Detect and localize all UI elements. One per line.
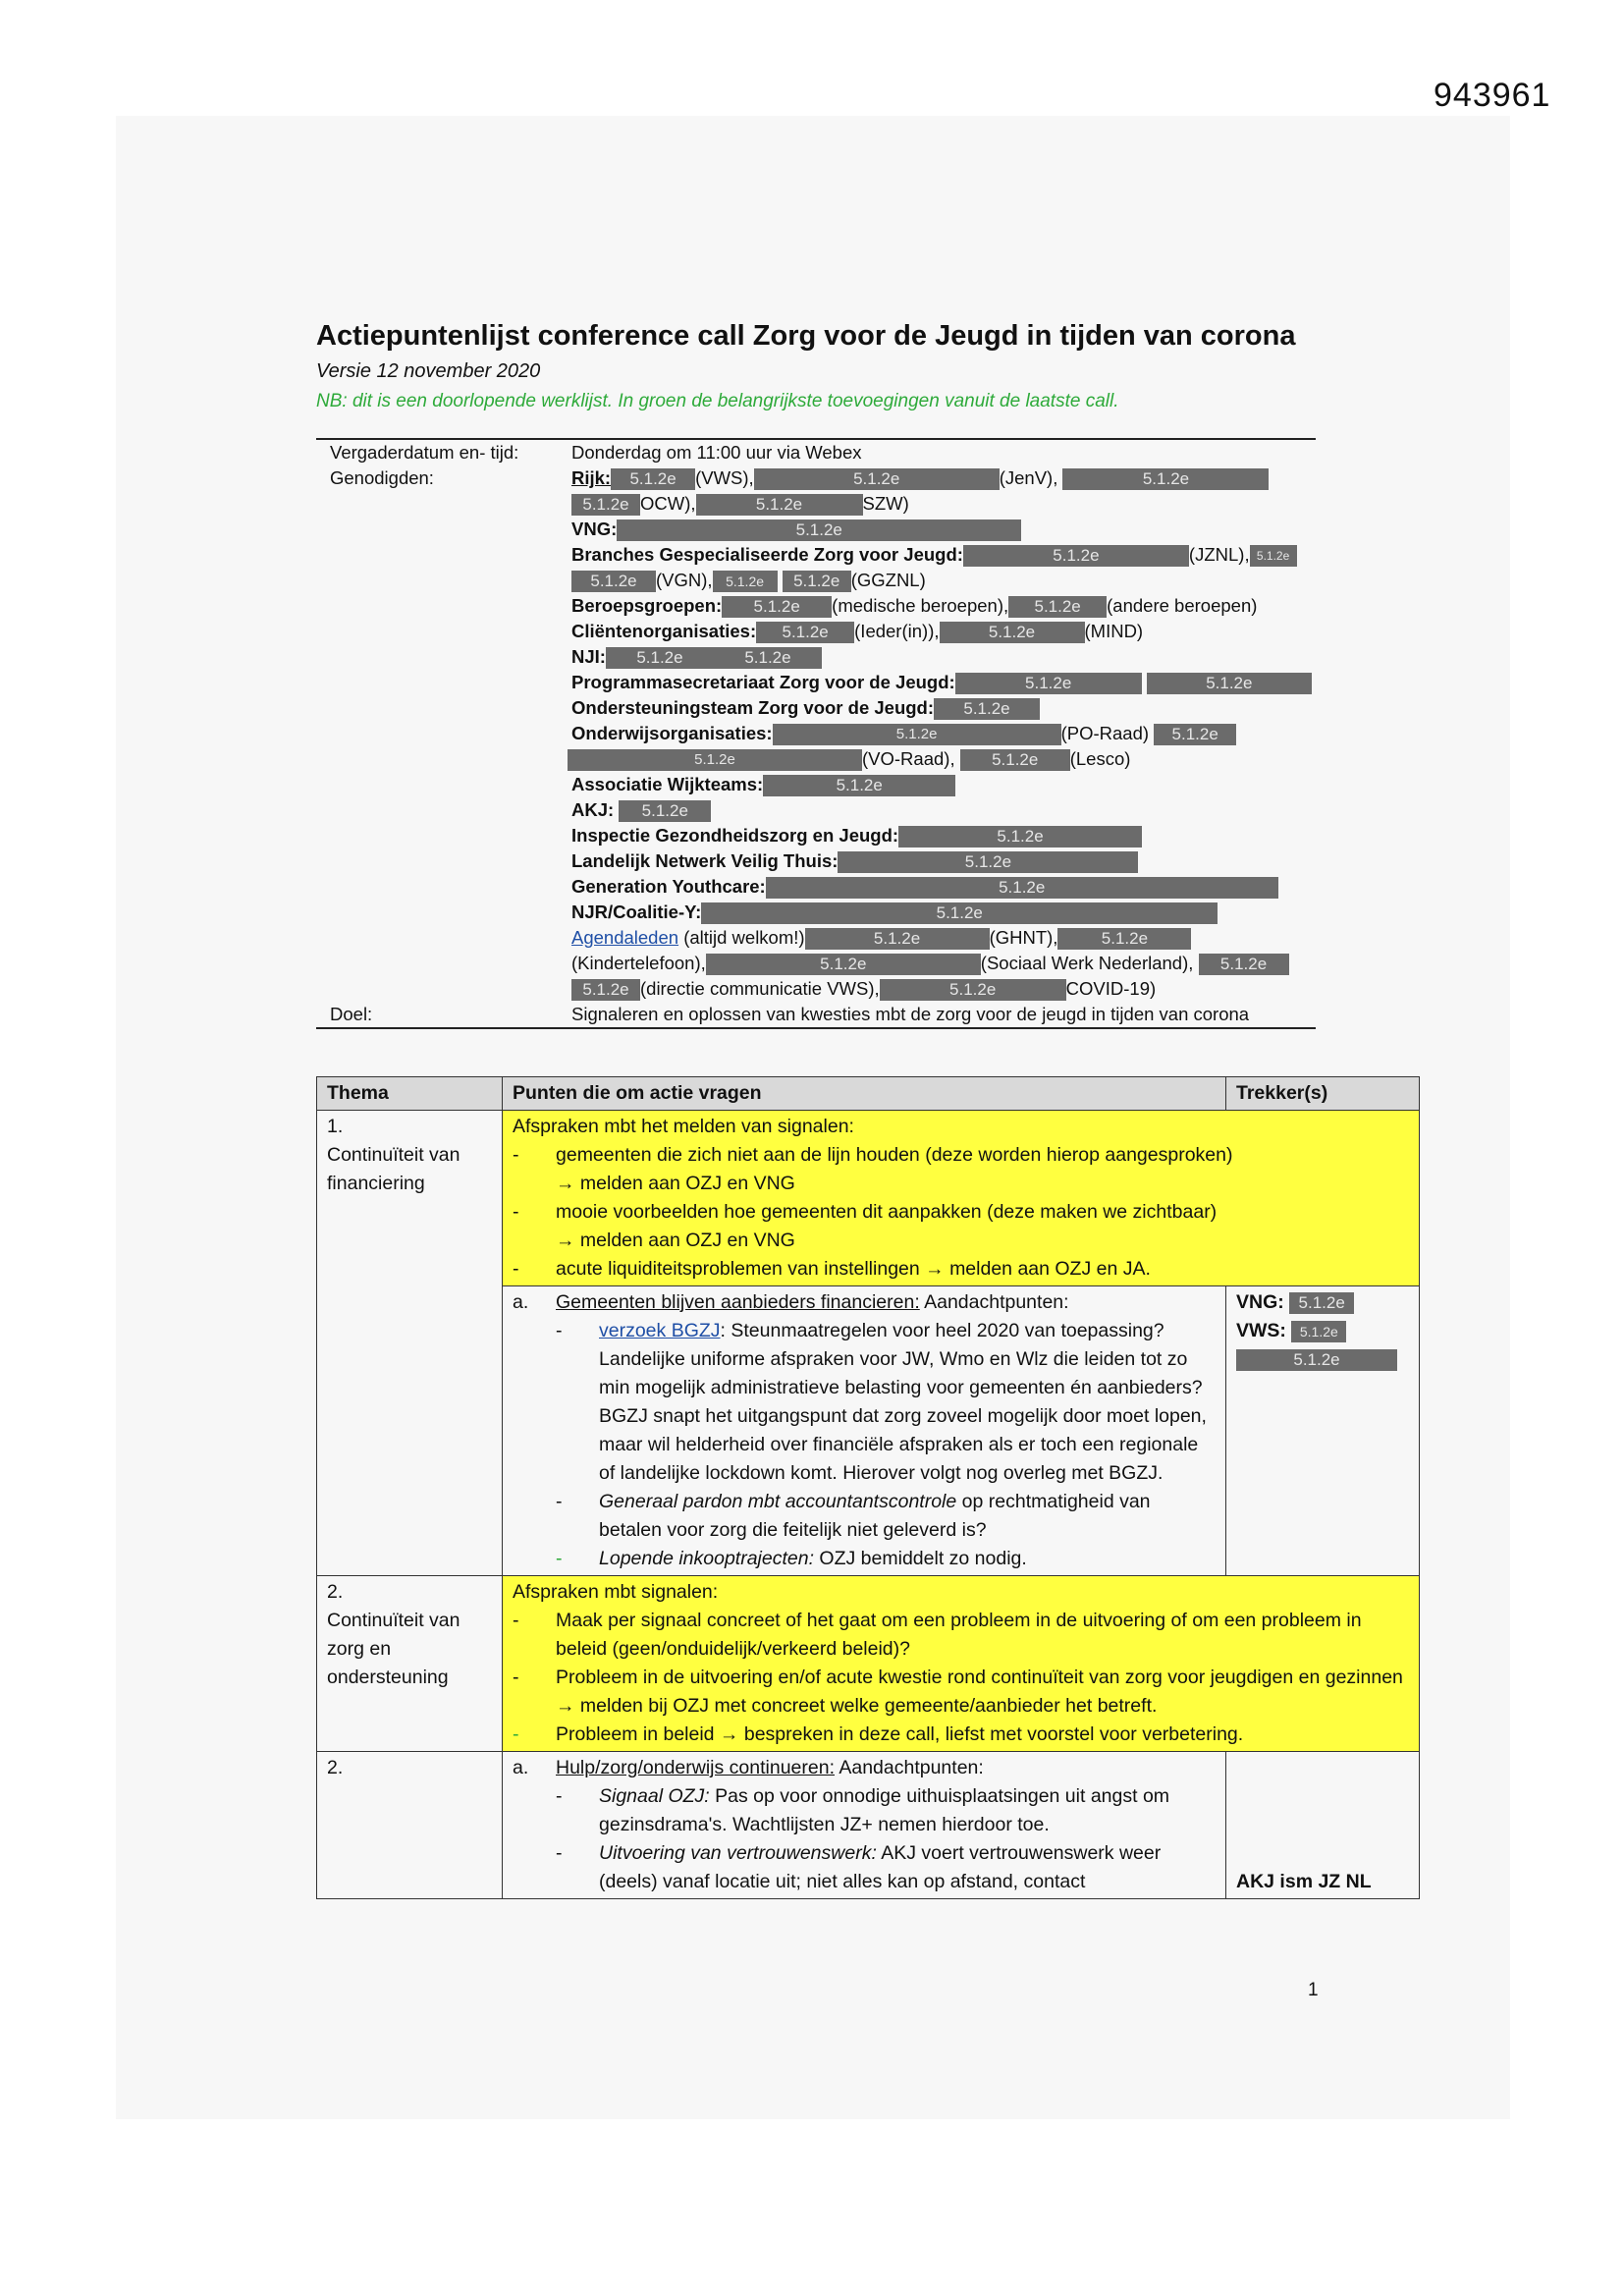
invitees-label: Genodigden: xyxy=(330,467,434,488)
org-directie: (directie communicatie VWS), xyxy=(640,978,880,999)
redaction-box: 5.1.2e xyxy=(714,647,822,669)
redaction-box: 5.1.2e xyxy=(1057,928,1191,950)
redaction-box: 5.1.2e xyxy=(1147,673,1312,694)
verzoek-bgzj-link[interactable]: verzoek BGZJ xyxy=(599,1320,721,1341)
list-item: - Probleem in beleid → bespreken in deze call, liefst met voorstel voor verbetering. xyxy=(513,1723,1244,1745)
redaction-box: 5.1.2e xyxy=(617,519,1021,541)
redaction-box: 5.1.2e xyxy=(701,902,1218,924)
document-id: 943961 xyxy=(1434,77,1551,114)
list-item-action: → melden aan OZJ en VNG xyxy=(556,1173,795,1194)
goal-value: Signaleren en oplossen van kwesties mbt de zorg voor de jeugd in tijden van corona xyxy=(571,1004,1250,1024)
org-kindertelefoon: (Kindertelefoon), xyxy=(571,953,706,973)
list-item: - gemeenten die zich niet aan de lijn houden (deze worden hierop aangesproken) xyxy=(513,1144,1233,1166)
redaction-box: 5.1.2e xyxy=(606,647,714,669)
org-ggznl: (GGZNL) xyxy=(850,570,926,590)
org-nji: NJI: xyxy=(571,646,606,667)
redaction-box: 5.1.2e xyxy=(706,954,981,975)
points-cell: a. Hulp/zorg/onderwijs continueren: Aandachtpunten: - Signaal OZJ: Pas op voor onnodige uithuisplaatsingen uit angst om gezinsdrama's. Wachtlijsten JZ+ nemen hierdoor toe. - Uitvoering van vertrouwenswerk: AKJ voert vertrouwenswerk weer (deels) vanaf locatie uit; niet alles kan op afstand, contact xyxy=(503,1752,1226,1899)
list-item: - verzoek BGZJ: Steunmaatregelen voor heel 2020 van toepassing? Landelijke uniforme afspraken voor JW, Wmo en Wlz die leiden tot zo min mogelijk administratieve belasting voor gemeenten én aanbieders? BGZJ snapt het uitgangspunt dat zorg zoveel mogelijk door moet lopen, maar wil helderheid over financiële afspraken als er toch een regionale of landelijke lockdown komt. Hierover volgt nog overleg met BGZJ. xyxy=(556,1320,1207,1484)
org-mind: (MIND) xyxy=(1084,621,1144,641)
redaction-box: 5.1.2e xyxy=(1199,954,1289,975)
redaction-box: 5.1.2e xyxy=(1008,596,1107,618)
redaction-box: 5.1.2e xyxy=(571,979,640,1001)
org-sociaal: (Sociaal Werk Nederland), xyxy=(980,953,1194,973)
redaction-box: 5.1.2e xyxy=(1291,1321,1346,1342)
redaction-box: 5.1.2e xyxy=(696,494,863,516)
redaction-box: 5.1.2e xyxy=(763,775,955,796)
trekker-akj: AKJ ism JZ NL xyxy=(1236,1871,1372,1892)
redaction-box: 5.1.2e xyxy=(619,800,711,822)
goal-label: Doel: xyxy=(330,1004,373,1024)
redaction-box: 5.1.2e xyxy=(571,494,640,516)
list-item: - Lopende inkooptrajecten: OZJ bemiddelt zo nodig. xyxy=(556,1548,1027,1569)
redaction-box: 5.1.2e xyxy=(898,826,1142,847)
org-jznl: (JZNL), xyxy=(1188,544,1250,565)
list-item: - Uitvoering van vertrouwenswerk: AKJ voert vertrouwenswerk weer (deels) vanaf locatie uit; niet alles kan op afstand, contact xyxy=(556,1842,1162,1892)
trekker-cell xyxy=(1226,1286,1420,1576)
org-ondersteuning: Ondersteuningsteam Zorg voor de Jeugd: xyxy=(571,697,935,718)
redaction-box: 5.1.2e xyxy=(805,928,990,950)
table-row xyxy=(317,1576,1420,1752)
theme-text: Continuïteit van financiering xyxy=(327,1144,460,1194)
redaction-box: 5.1.2e xyxy=(766,877,1278,899)
redaction-box: 5.1.2e xyxy=(934,698,1040,720)
theme-number: 1. xyxy=(327,1116,344,1137)
redaction-box: 5.1.2e xyxy=(1062,468,1269,490)
org-vws: (VWS), xyxy=(695,467,754,488)
org-branches: Branches Gespecialiseerde Zorg voor Jeugd: xyxy=(571,544,963,565)
theme-cell xyxy=(317,1576,503,1752)
redaction-box: 5.1.2e xyxy=(1154,724,1236,745)
trekker-cell xyxy=(1226,1752,1420,1899)
list-item: - Signaal OZJ: Pas op voor onnodige uithuisplaatsingen uit angst om gezinsdrama's. Wachtlijsten JZ+ nemen hierdoor toe. xyxy=(556,1785,1170,1835)
org-vng: VNG: xyxy=(571,519,618,539)
redaction-box: 5.1.2e xyxy=(1236,1349,1397,1371)
yellow-agreements-cell xyxy=(503,1111,1420,1286)
meeting-date-value: Donderdag om 11:00 uur via Webex xyxy=(571,442,862,463)
invitees-row xyxy=(316,465,1316,1002)
goal-row xyxy=(316,1002,1316,1027)
org-lesco: (Lesco) xyxy=(1069,748,1131,769)
redaction-box: 5.1.2e xyxy=(955,673,1142,694)
org-medisch: (medische beroepen), xyxy=(832,595,1009,616)
document-version: Versie 12 november 2020 xyxy=(316,360,541,382)
meeting-date-row xyxy=(316,440,1316,465)
org-jenv: (JenV), xyxy=(999,467,1058,488)
redaction-box: 5.1.2e xyxy=(1250,545,1297,567)
redaction-box: 5.1.2e xyxy=(963,545,1189,567)
invitees-list xyxy=(571,465,1316,1002)
org-associatie: Associatie Wijkteams: xyxy=(571,774,764,794)
header-thema: Thema xyxy=(317,1077,503,1111)
theme-cell xyxy=(317,1752,503,1899)
org-ieder: (Ieder(in)), xyxy=(854,621,940,641)
org-voraad: (VO-Raad), xyxy=(862,748,955,769)
header-trekkers: Trekker(s) xyxy=(1226,1077,1420,1111)
list-item-action: → melden aan OZJ en VNG xyxy=(556,1230,795,1251)
header-punten: Punten die om actie vragen xyxy=(503,1077,1226,1111)
document-note: NB: dit is een doorlopende werklijst. In groen de belangrijkste toevoegingen vanuit de laatste call. xyxy=(316,391,1119,411)
redaction-box: 5.1.2e xyxy=(722,596,832,618)
action-table xyxy=(316,1076,1420,1899)
document-title: Actiepuntenlijst conference call Zorg voor de Jeugd in tijden van corona xyxy=(316,320,1296,352)
table-row xyxy=(317,1111,1420,1286)
redaction-box: 5.1.2e xyxy=(838,851,1138,873)
meeting-date-label: Vergaderdatum en- tijd: xyxy=(330,442,519,463)
org-njr: NJR/Coalitie-Y: xyxy=(571,902,702,922)
redaction-box: 5.1.2e xyxy=(783,571,851,592)
org-covid: COVID-19) xyxy=(1065,978,1157,999)
org-generation: Generation Youthcare: xyxy=(571,876,766,897)
org-ocw: OCW), xyxy=(640,493,696,514)
org-szw: SZW) xyxy=(862,493,909,514)
redaction-box: 5.1.2e xyxy=(940,622,1085,643)
org-andere: (andere beroepen) xyxy=(1107,595,1258,616)
agreements-title: Afspraken mbt het melden van signalen: xyxy=(513,1116,854,1137)
org-onderwijs: Onderwijsorganisaties: xyxy=(571,723,773,743)
page-number: 1 xyxy=(1308,1980,1319,2000)
trekker-vng: VNG: xyxy=(1236,1291,1284,1313)
table-header-row xyxy=(317,1077,1420,1111)
list-item: - acute liquiditeitsproblemen van instellingen → melden aan OZJ en JA. xyxy=(513,1258,1151,1280)
theme-number: 2. xyxy=(327,1581,344,1603)
theme-number: 2. xyxy=(327,1757,344,1778)
list-item: - Generaal pardon mbt accountantscontrole op rechtmatigheid van betalen voor zorg die feitelijk niet geleverd is? xyxy=(556,1491,1151,1541)
theme-cell xyxy=(317,1111,503,1576)
org-lnvt: Landelijk Netwerk Veilig Thuis: xyxy=(571,850,839,871)
redaction-box: 5.1.2e xyxy=(713,571,778,592)
org-poraad: (PO-Raad) xyxy=(1060,723,1150,743)
agendaleden-link[interactable]: Agendaleden xyxy=(571,927,679,948)
agendaleden-note: (altijd welkom!) xyxy=(683,927,805,948)
redaction-box: 5.1.2e xyxy=(568,749,862,771)
redaction-box: 5.1.2e xyxy=(571,571,656,592)
points-cell: a. Gemeenten blijven aanbieders financieren: Aandachtpunten: - verzoek BGZJ: Steunmaatregelen voor heel 2020 van toepassing? Landelijke uniforme afspraken voor JW, Wmo en Wlz die leiden tot zo min mogelijk administratieve belasting voor gemeenten én aanbieders? BGZJ snapt het uitgangspunt dat zorg zoveel mogelijk door moet lopen, maar wil helderheid over financiële afspraken als er toch een regionale of landelijke lockdown komt. Hierover volgt nog overleg met BGZJ. - Generaal pardon mbt accountantscontrole op rechtmatigheid van betalen voor zorg die feitelijk niet geleverd is? - Lopende inkooptrajecten: OZJ bemiddelt zo nodig. xyxy=(503,1286,1226,1576)
redaction-box: 5.1.2e xyxy=(960,749,1070,771)
org-ghnt: (GHNT), xyxy=(989,927,1058,948)
redaction-box: 5.1.2e xyxy=(1289,1292,1354,1314)
org-inspectie: Inspectie Gezondheidszorg en Jeugd: xyxy=(571,825,899,846)
org-clienten: Cliëntenorganisaties: xyxy=(571,621,757,641)
redaction-box: 5.1.2e xyxy=(611,468,695,490)
agreements-title: Afspraken mbt signalen: xyxy=(513,1581,719,1603)
redaction-box: 5.1.2e xyxy=(880,979,1066,1001)
redaction-box: 5.1.2e xyxy=(756,622,854,643)
list-item: - Maak per signaal concreet of het gaat om een probleem in de uitvoering of om een probleem in beleid (geen/onduidelijk/verkeerd beleid)? xyxy=(513,1610,1362,1660)
document-header xyxy=(316,320,1337,412)
trekker-vws: VWS: xyxy=(1236,1320,1286,1341)
list-item: - Probleem in de uitvoering en/of acute kwestie rond continuïteit van zorg voor jeugdigen en gezinnen → melden bij OZJ met concreet welke gemeente/aanbieder het betreft. xyxy=(513,1667,1403,1717)
org-rijk: Rijk: xyxy=(571,467,612,488)
table-row xyxy=(317,1752,1420,1899)
org-akj: AKJ: xyxy=(571,799,615,820)
theme-text: Continuïteit van zorg en ondersteuning xyxy=(327,1610,460,1688)
redaction-box: 5.1.2e xyxy=(754,468,1000,490)
meeting-info xyxy=(316,438,1316,1029)
org-beroepsgroepen: Beroepsgroepen: xyxy=(571,595,723,616)
org-vgn: (VGN), xyxy=(656,570,713,590)
yellow-agreements-cell xyxy=(503,1576,1420,1752)
org-programma: Programmasecretariaat Zorg voor de Jeugd: xyxy=(571,672,955,692)
list-item: - mooie voorbeelden hoe gemeenten dit aanpakken (deze maken we zichtbaar) xyxy=(513,1201,1218,1223)
redaction-box: 5.1.2e xyxy=(773,724,1061,745)
